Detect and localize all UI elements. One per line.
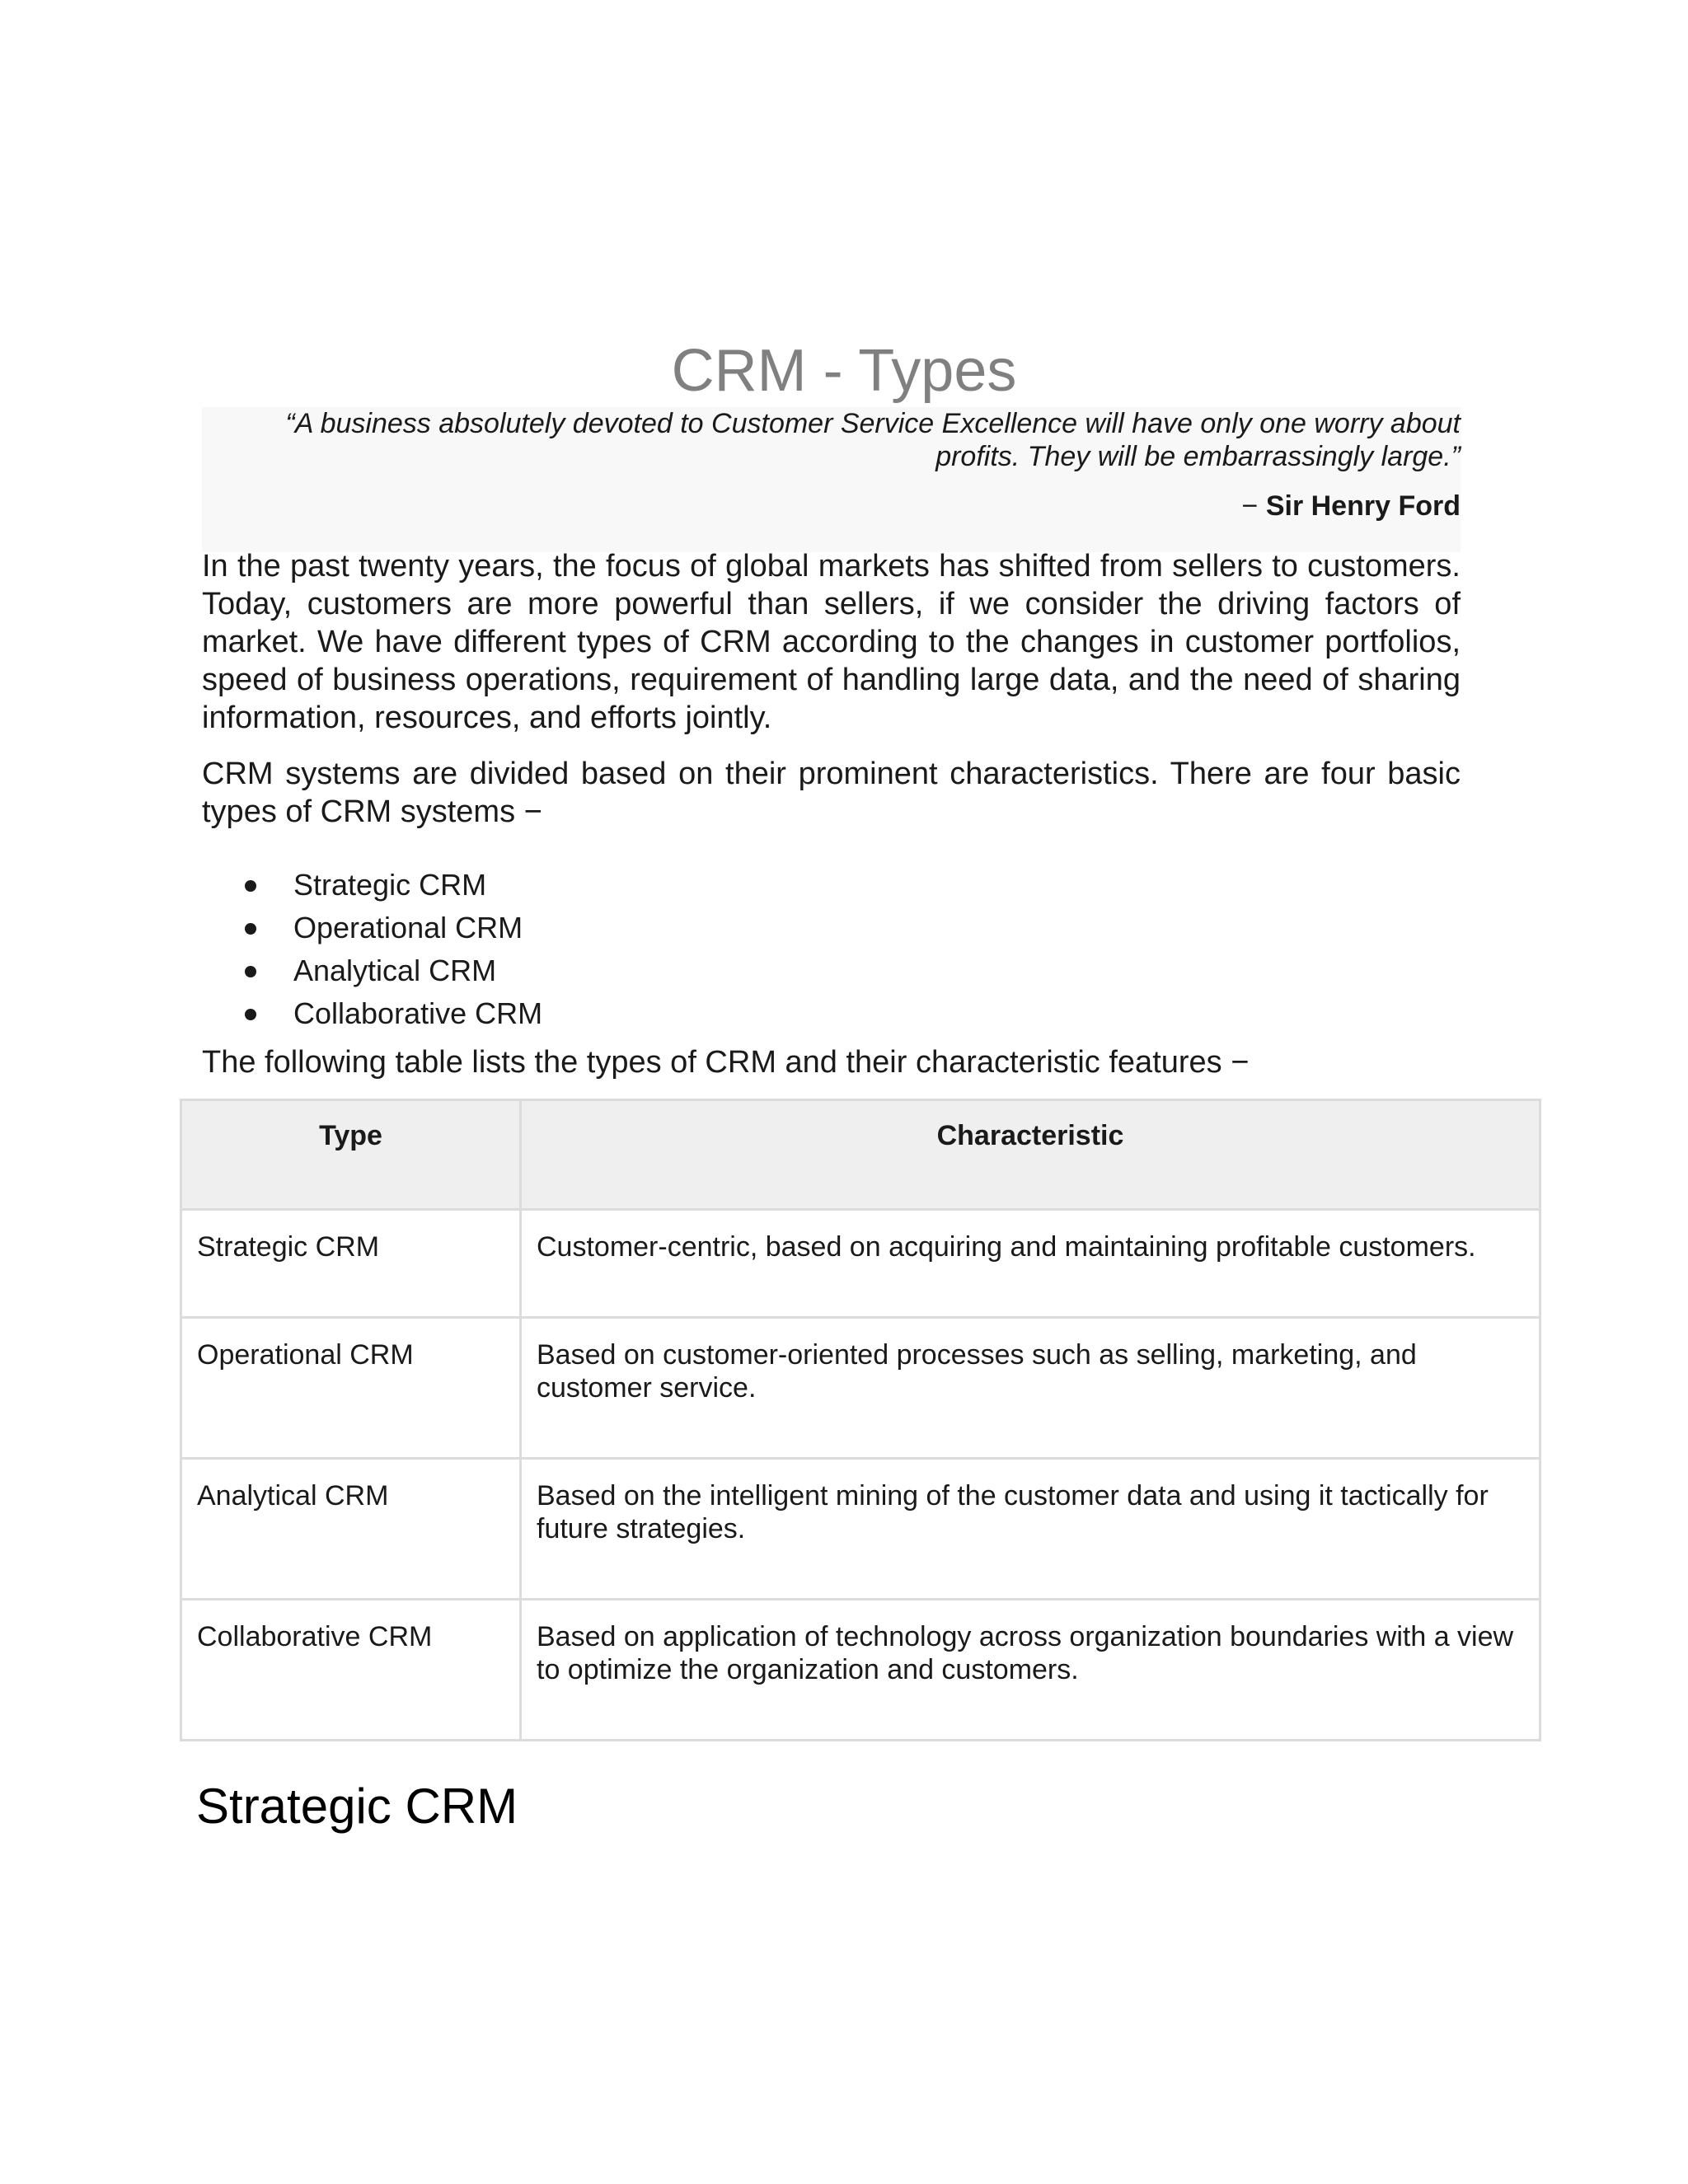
list-item-label: Operational CRM [293, 911, 523, 944]
table-row [181, 1600, 1540, 1741]
table-row [181, 1210, 1540, 1318]
cell-characteristic: Customer-centric, based on acquiring and maintaining profitable customers. [521, 1210, 1540, 1318]
header-type: Type [181, 1100, 521, 1210]
list-item [202, 907, 542, 949]
intro-paragraph: In the past twenty years, the focus of global markets has shifted from sellers to customers. Today, customers are more powerful than sellers, if we consider the driving factors of market. We have different types of CRM according to the changes in customer portfolios, speed of business operations, requirement of handling large data, and the need of sharing information, resources, and efforts jointly. [202, 549, 1461, 735]
quote-block [202, 407, 1461, 552]
quote-dash: − [1241, 490, 1266, 522]
list-item [202, 949, 542, 992]
page-title: CRM - Types [671, 338, 1017, 404]
cell-type: Strategic CRM [181, 1210, 521, 1318]
cell-characteristic: Based on customer-oriented processes such as selling, marketing, and customer service. [521, 1318, 1540, 1459]
bullet-icon [245, 923, 256, 935]
list-item [202, 864, 542, 907]
header-characteristic: Characteristic [521, 1100, 1540, 1210]
table-row [181, 1459, 1540, 1600]
cell-type: Operational CRM [181, 1318, 521, 1459]
quote-author: Sir Henry Ford [1265, 490, 1461, 522]
table-row [181, 1318, 1540, 1459]
cell-type: Analytical CRM [181, 1459, 521, 1600]
list-item-label: Analytical CRM [293, 954, 497, 987]
cell-type: Collaborative CRM [181, 1600, 521, 1741]
bullet-icon [245, 880, 256, 892]
bullet-icon [245, 966, 256, 977]
table-header-row [181, 1100, 1540, 1210]
list-item [202, 992, 542, 1035]
crm-types-table [180, 1099, 1541, 1741]
quote-text: “A business absolutely devoted to Customer Service Excellence will have only one worry about profits. They will be embarrassingly large.” [285, 408, 1461, 472]
list-item-label: Strategic CRM [293, 868, 487, 902]
quote-attribution [1242, 490, 1461, 523]
table-intro: The following table lists the types of CRM and their characteristic features − [202, 1045, 1250, 1080]
cell-characteristic: Based on the intelligent mining of the customer data and using it tactically for future strategies. [521, 1459, 1540, 1600]
list-item-label: Collaborative CRM [293, 996, 543, 1030]
section-heading: Strategic CRM [196, 1779, 518, 1834]
bullet-icon [245, 1009, 256, 1020]
crm-types-list [202, 864, 542, 1035]
cell-characteristic: Based on application of technology across organization boundaries with a view to optimize the organization and customers. [521, 1600, 1540, 1741]
types-paragraph: CRM systems are divided based on their prominent characteristics. There are four basic types of CRM systems − [202, 757, 1461, 829]
